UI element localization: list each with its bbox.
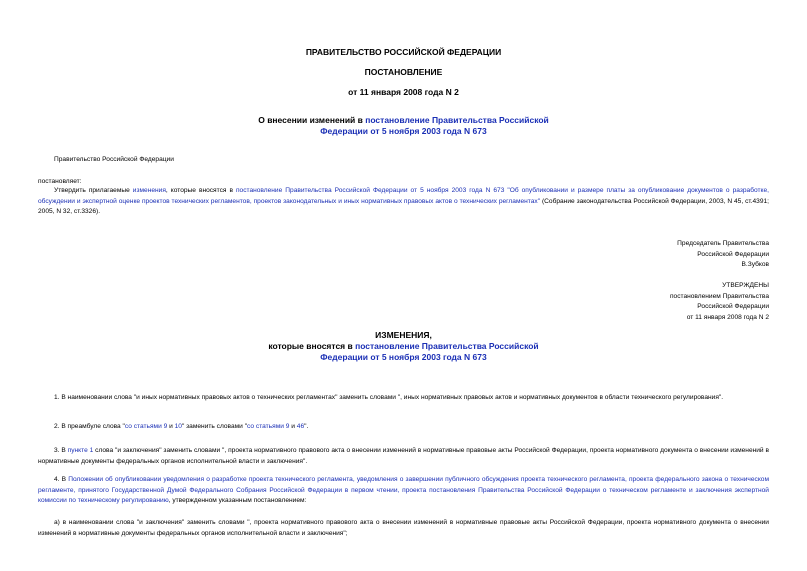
changes-subtitle [250,341,557,363]
point-1-link[interactable]: пункте 1 [67,447,94,454]
changes-decree-link[interactable]: постановление Правительства Российской Федерации от 5 ноября 2003 года N 673 [320,341,539,362]
signature-block [677,239,769,271]
item-4-text-b: , утвержденном указанным постановлением: [168,497,307,504]
document-title [250,115,557,137]
government-line: Правительство Российской Федерации [54,156,174,163]
item-2-text-e: ". [304,423,309,430]
p1-text-b: , которые вносятся в [165,187,236,194]
item-4-text-a: 4. В [54,476,69,483]
decides-line: постановляет: [38,178,82,185]
p1-text-c: (Собрание законодательства Российской Федерации, 2003, N 45, ст.4391; 2005, N 32, ст.3326). [38,197,769,215]
article-9-link-new[interactable]: со статьями 9 [247,423,290,430]
changes-prefix: которые вносятся в [268,341,356,351]
item-2-text-d: и [289,423,297,430]
changes-heading: ИЗМЕНЕНИЯ, [375,330,432,340]
approved-by: постановлением Правительства [669,292,769,300]
item-2-text-b: и [167,423,175,430]
approved-title: УТВЕРЖДЕНЫ [722,282,769,289]
article-46-link[interactable]: 46 [296,423,305,430]
signature-country: Российской Федерации [697,250,769,258]
item-3 [38,446,769,467]
article-10-link[interactable]: 10 [174,423,182,430]
article-9-link[interactable]: со статьями 9 [124,423,168,430]
approved-date: от 11 января 2008 года N 2 [686,313,769,321]
title-prefix: О внесении изменений в [258,115,366,125]
approved-block [670,281,769,323]
item-4 [38,475,769,507]
document-date-number: от 11 января 2008 года N 2 [348,87,459,97]
item-3-text-a: 3. В [54,447,68,454]
item-2 [38,422,769,433]
signature-name: В.Зубков [741,261,769,268]
item-2-text-a: 2. В преамбуле слова " [54,423,125,430]
p1-text-a: Утвердить прилагаемые [54,187,133,194]
item-4a: а) в наименовании слова "и заключения" заменить словами ", проекта нормативного правового акта о внесении изменений в нормативные правовые акты Российской Федерации, проекта нормативного документа о внесении изменений в нормативные документы федеральных органов исполнительной власти и заключения"; [38,519,769,537]
decree-673-link[interactable]: постановление Правительства Российской Федерации от 5 ноября 2003 года N 673 "Об опубликовании и размере платы за опубликование документов о разработке, обсуждении и экспертной оценке проектов технических регламентов, проектов законодательных и иных нормативных правовых актов о технических регламентах" [38,187,769,205]
regulation-link[interactable]: Положении об опубликовании уведомления о разработке проекта технического регламента, уведомления о завершении публичного обсуждения проекта технического регламента, проекта федерального закона о техническом регламенте, принятого Государственной Думой Федерального Собрания Российской Федерации в первом чтении, проекта постановления Правительства Российской Федерации о техническом регламенте и заключения экспертной комиссии по техническому регулированию [38,476,769,504]
title-decree-link[interactable]: постановление Правительства Российской Федерации от 5 ноября 2003 года N 673 [320,115,549,136]
signature-position: Председатель Правительства [677,240,769,247]
paragraph-approve [38,186,769,218]
approved-country: Российской Федерации [697,303,769,310]
item-3-text-b: слова "и заключения" заменить словами ", проекта нормативного правового акта о внесении изменений в нормативные правовые акты Российской Федерации, проекта нормативного документа о внесении изменений в нормативные документы федеральных органов исполнительной власти и заключения". [38,447,769,465]
changes-link[interactable]: изменения [132,187,166,194]
government-heading: ПРАВИТЕЛЬСТВО РОССИЙСКОЙ ФЕДЕРАЦИИ [305,47,502,57]
item-2-text-c: " заменить словами " [181,423,248,430]
item-1: 1. В наименовании слова "и иных нормативных правовых актов о технических регламентах" заменить словами ", иных нормативных правовых актов и нормативных документов в области технического регулирования". [54,394,724,401]
document-type: ПОСТАНОВЛЕНИЕ [364,67,443,77]
